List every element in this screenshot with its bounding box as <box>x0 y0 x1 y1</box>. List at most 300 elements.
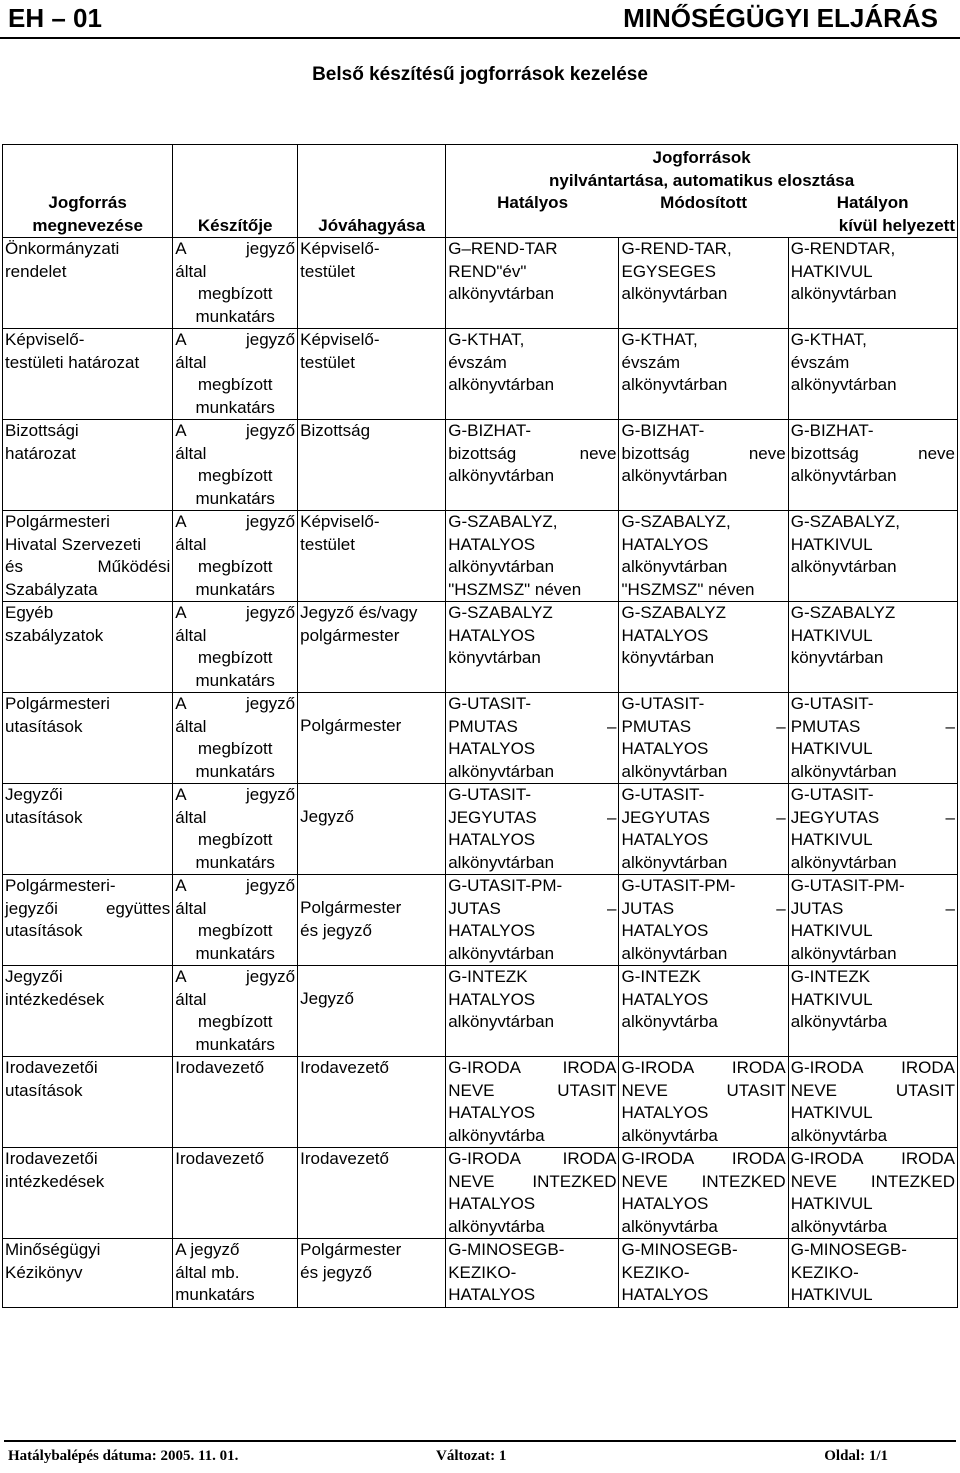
cell-line: megbízott <box>197 284 273 303</box>
cell-line: Egyéb <box>5 603 54 622</box>
cell-line: által <box>175 261 207 281</box>
cell-line: G-BIZHAT- <box>448 421 532 440</box>
cell-invalid <box>788 238 957 329</box>
cell-line: HATALYOS <box>621 625 709 645</box>
cell-line: alkönyvtárban <box>790 761 897 781</box>
cell-line: alkönyvtárban <box>621 852 728 872</box>
cell-line: G-IRODA IRODA <box>448 1149 617 1168</box>
cell-line: "HSZMSZ" néven <box>621 579 755 599</box>
cell-line: Bizottság <box>300 421 371 440</box>
cell-line: JEGYUTAS – <box>790 807 955 827</box>
cell-author <box>173 329 298 420</box>
cell-line: HATALYOS <box>448 1194 536 1213</box>
cell-approver <box>298 966 446 1057</box>
cell-valid <box>446 784 619 875</box>
cell-line: G-SZABALYZ, <box>448 512 558 531</box>
cell-modified <box>619 784 788 875</box>
cell-line: utasítások <box>5 716 83 736</box>
cell-line: Irodavezető <box>300 1058 389 1077</box>
cell-line: alkönyvtárban <box>790 557 897 576</box>
footer-divider <box>4 1440 956 1442</box>
cell-line: NEVE UTASIT <box>790 1080 955 1100</box>
cell-line: alkönyvtárban <box>790 466 897 485</box>
cell-valid <box>446 329 619 420</box>
cell-line: PMUTAS – <box>448 716 617 736</box>
cell-modified <box>619 1057 788 1148</box>
cell-modified <box>619 420 788 511</box>
cell-line: Polgármesteri <box>5 694 110 713</box>
cell-line: G-IRODA IRODA <box>790 1058 955 1077</box>
cell-approver <box>298 875 446 966</box>
cell-line: szabályzatok <box>5 625 104 645</box>
cell-invalid <box>788 511 957 602</box>
cell-line: könyvtárban <box>448 648 541 667</box>
document-code: EH – 01 <box>8 3 102 33</box>
cell-line: alkönyvtárban <box>790 852 897 872</box>
cell-modified <box>619 329 788 420</box>
cell-line: KEZIKO- <box>621 1262 690 1282</box>
cell-line: alkönyvtárban <box>790 375 897 394</box>
table-header-row <box>3 145 958 193</box>
cell-line: Polgármesteri <box>5 512 110 531</box>
cell-line: testület <box>300 352 355 372</box>
cell-line: és jegyző <box>300 920 372 940</box>
cell-line: Képviselő- <box>5 330 85 349</box>
table-body <box>3 238 958 1308</box>
cell-line: munkatárs <box>195 852 275 872</box>
jogforras-table <box>2 144 958 1308</box>
cell-line: HATKIVUL <box>790 921 873 940</box>
cell-line: NEVE INTEZKED <box>621 1171 786 1191</box>
cell-line: Képviselő- <box>300 239 380 258</box>
cell-line: EGYSEGES <box>621 261 716 281</box>
cell-line: HATALYOS <box>621 534 709 554</box>
cell-line: intézkedések <box>5 1171 105 1191</box>
cell-line: HATALYOS <box>621 1194 709 1213</box>
cell-line: HATALYOS <box>621 739 709 758</box>
cell-line: munkatárs <box>195 943 275 963</box>
cell-approver <box>298 1148 446 1239</box>
cell-author <box>173 238 298 329</box>
cell-line: alkönyvtárban <box>790 943 897 963</box>
cell-line: Önkormányzati <box>5 239 120 258</box>
cell-line: HATALYOS <box>621 989 709 1009</box>
cell-line: HATALYOS <box>448 1103 536 1122</box>
cell-line: HATKIVUL <box>790 830 873 849</box>
cell-line: Polgármester <box>300 1240 402 1259</box>
cell-line: megbízott <box>197 830 273 849</box>
page-title: Belső készítésű jogforrások kezelése <box>312 64 648 85</box>
cell-line: NEVE UTASIT <box>621 1080 786 1100</box>
cell-line: G-BIZHAT- <box>621 421 705 440</box>
cell-invalid <box>788 602 957 693</box>
cell-approver <box>298 784 446 875</box>
cell-author <box>173 602 298 693</box>
table-row <box>3 329 958 420</box>
cell-approver <box>298 238 446 329</box>
cell-approver <box>298 1239 446 1308</box>
cell-line: G-UTASIT- <box>621 785 705 804</box>
cell-name <box>3 602 173 693</box>
cell-line: utasítások <box>5 1080 83 1100</box>
header-invalid: Hatályon kívül helyezett <box>788 192 957 238</box>
cell-line: alkönyvtárba <box>790 1125 888 1145</box>
cell-line: által <box>175 989 207 1009</box>
cell-line: KEZIKO- <box>790 1262 859 1282</box>
cell-approver <box>298 602 446 693</box>
cell-valid <box>446 1148 619 1239</box>
cell-invalid <box>788 420 957 511</box>
cell-name <box>3 966 173 1057</box>
cell-line: HATKIVUL <box>790 625 873 645</box>
cell-valid <box>446 238 619 329</box>
cell-invalid <box>788 784 957 875</box>
cell-line: G-SZABALYZ <box>790 603 896 622</box>
cell-line: munkatárs <box>195 1034 275 1054</box>
cell-line: HATALYOS <box>448 534 536 554</box>
cell-name <box>3 875 173 966</box>
cell-line: G-IRODA IRODA <box>621 1149 786 1168</box>
cell-line: G-BIZHAT- <box>790 421 874 440</box>
cell-line: megbízott <box>197 739 273 758</box>
document-type: MINŐSÉGÜGYI ELJÁRÁS <box>623 3 938 33</box>
table-row <box>3 693 958 784</box>
cell-line: G–REND-TAR <box>448 239 558 258</box>
cell-line: bizottság neve <box>621 443 786 463</box>
cell-line: A jegyző <box>175 967 296 986</box>
cell-line: megbízott <box>197 1012 273 1031</box>
cell-modified <box>619 1148 788 1239</box>
cell-valid <box>446 602 619 693</box>
cell-name <box>3 1148 173 1239</box>
cell-author <box>173 1148 298 1239</box>
cell-line: G-KTHAT, <box>448 330 525 349</box>
cell-line: munkatárs <box>195 761 275 781</box>
cell-modified <box>619 238 788 329</box>
header-author: Készítője <box>173 145 298 238</box>
cell-modified <box>619 693 788 784</box>
header-approver: Jóváhagyása <box>298 145 446 238</box>
cell-line: munkatárs <box>195 488 275 508</box>
cell-line: Polgármester <box>300 716 402 735</box>
cell-line: alkönyvtárba <box>448 1216 545 1236</box>
cell-line: alkönyvtárban <box>790 284 897 303</box>
cell-line: G-SZABALYZ <box>448 603 553 622</box>
cell-line: G-UTASIT-PM- <box>621 876 736 895</box>
cell-line: A jegyző <box>175 421 296 440</box>
cell-valid <box>446 693 619 784</box>
cell-line: REND"év" <box>448 261 527 281</box>
cell-line: által <box>175 807 207 827</box>
cell-invalid <box>788 693 957 784</box>
cell-line: JEGYUTAS – <box>448 807 617 827</box>
cell-line: jegyzői együttes <box>5 898 171 918</box>
cell-modified <box>619 602 788 693</box>
cell-line: HATALYOS <box>448 1285 536 1304</box>
cell-line: G-INTEZK <box>790 967 871 986</box>
cell-approver <box>298 511 446 602</box>
cell-line: G-IRODA IRODA <box>621 1058 786 1077</box>
cell-valid <box>446 420 619 511</box>
cell-line: Irodavezető <box>175 1149 265 1168</box>
cell-invalid <box>788 1057 957 1148</box>
cell-line: testület <box>300 534 355 554</box>
cell-line: A jegyző <box>175 512 296 531</box>
cell-line: HATKIVUL <box>790 1103 873 1122</box>
cell-name <box>3 693 173 784</box>
effective-date: Hatálybalépés dátuma: 2005. 11. 01. <box>8 1448 239 1464</box>
cell-line: HATALYOS <box>448 989 536 1009</box>
cell-line: testületi határozat <box>5 352 140 372</box>
cell-line: alkönyvtárba <box>621 1216 718 1236</box>
cell-line: munkatárs <box>195 397 275 417</box>
cell-line: alkönyvtárban <box>448 466 555 485</box>
cell-line: A jegyző <box>175 694 296 713</box>
cell-name <box>3 1057 173 1148</box>
cell-line: G-IRODA IRODA <box>790 1149 955 1168</box>
cell-line: KEZIKO- <box>448 1262 517 1282</box>
cell-line: alkönyvtárban <box>448 761 555 781</box>
cell-line: által <box>175 352 207 372</box>
cell-line: Minőségügyi <box>5 1240 101 1259</box>
page-number: Oldal: 1/1 <box>824 1448 888 1464</box>
header-modified: Módosított <box>619 192 788 238</box>
cell-line: G-UTASIT- <box>790 694 874 713</box>
cell-author <box>173 693 298 784</box>
cell-invalid <box>788 1148 957 1239</box>
cell-line: JUTAS – <box>448 898 617 918</box>
cell-line: HATALYOS <box>621 921 709 940</box>
cell-author <box>173 966 298 1057</box>
cell-line: Irodavezető <box>300 1149 389 1168</box>
cell-line: Bizottsági <box>5 421 79 440</box>
cell-line: A jegyző <box>175 1240 240 1259</box>
cell-line: Polgármester <box>300 898 402 917</box>
cell-line: A jegyző <box>175 603 296 622</box>
cell-line: alkönyvtárba <box>790 1012 888 1031</box>
cell-modified <box>619 966 788 1057</box>
cell-line: HATKIVUL <box>790 1285 873 1304</box>
cell-line: megbízott <box>197 557 273 576</box>
cell-line: által <box>175 716 207 736</box>
cell-line: könyvtárban <box>621 648 715 667</box>
cell-line: alkönyvtárba <box>790 1216 888 1236</box>
cell-line: rendelet <box>5 261 67 281</box>
cell-line: G-INTEZK <box>448 967 528 986</box>
cell-approver <box>298 1057 446 1148</box>
cell-author <box>173 420 298 511</box>
cell-line: által <box>175 625 207 645</box>
table-row <box>3 784 958 875</box>
cell-line: Jegyző <box>300 989 355 1008</box>
cell-line: által <box>175 534 207 554</box>
cell-line: A jegyző <box>175 330 296 349</box>
table-row <box>3 1057 958 1148</box>
cell-line: G-SZABALYZ, <box>790 512 900 531</box>
cell-modified <box>619 1239 788 1308</box>
cell-line: NEVE INTEZKED <box>448 1171 617 1191</box>
cell-line: alkönyvtárban <box>448 943 555 963</box>
cell-author <box>173 511 298 602</box>
page-header <box>0 0 960 38</box>
cell-line: G-UTASIT-PM- <box>790 876 905 895</box>
cell-line: NEVE UTASIT <box>448 1080 617 1100</box>
table-row <box>3 602 958 693</box>
cell-line: utasítások <box>5 921 83 940</box>
cell-line: G-UTASIT- <box>621 694 705 713</box>
table-row <box>3 966 958 1057</box>
cell-line: évszám <box>448 352 507 372</box>
cell-valid <box>446 511 619 602</box>
cell-name <box>3 784 173 875</box>
cell-line: PMUTAS – <box>621 716 786 736</box>
cell-line: alkönyvtárban <box>448 557 555 576</box>
cell-line: G-SZABALYZ, <box>621 512 731 531</box>
cell-line: G-MINOSEGB- <box>790 1240 907 1259</box>
cell-line: G-UTASIT- <box>790 785 874 804</box>
cell-line: Irodavezető <box>175 1058 265 1077</box>
cell-line: A jegyző <box>175 876 296 895</box>
cell-line: alkönyvtárban <box>621 375 728 394</box>
cell-line: Jegyző és/vagy <box>300 603 418 622</box>
cell-line: által mb. <box>175 1262 240 1282</box>
cell-line: HATALYOS <box>621 1103 709 1122</box>
cell-line: JUTAS – <box>790 898 955 918</box>
cell-line: G-MINOSEGB- <box>621 1240 738 1259</box>
cell-name <box>3 329 173 420</box>
cell-line: G-UTASIT-PM- <box>448 876 563 895</box>
table-row <box>3 875 958 966</box>
cell-line: PMUTAS – <box>790 716 955 736</box>
cell-line: munkatárs <box>175 1285 255 1304</box>
cell-line: alkönyvtárban <box>448 284 555 303</box>
page-footer <box>8 1448 952 1468</box>
cell-line: HATALYOS <box>448 921 536 940</box>
cell-valid <box>446 966 619 1057</box>
cell-line: alkönyvtárban <box>621 943 728 963</box>
cell-line: Polgármesteri- <box>5 876 116 895</box>
cell-line: G-MINOSEGB- <box>448 1240 565 1259</box>
cell-line: HATKIVUL <box>790 261 873 281</box>
cell-invalid <box>788 329 957 420</box>
cell-line: határozat <box>5 443 76 463</box>
cell-author <box>173 1057 298 1148</box>
cell-line: HATKIVUL <box>790 534 873 554</box>
table-row <box>3 1239 958 1308</box>
cell-line: által <box>175 898 207 918</box>
cell-line: alkönyvtárba <box>621 1125 718 1145</box>
cell-line: A jegyző <box>175 785 296 804</box>
cell-line: G-UTASIT- <box>448 694 532 713</box>
cell-line: HATKIVUL <box>790 739 873 758</box>
cell-line: JEGYUTAS – <box>621 807 786 827</box>
cell-line: megbízott <box>197 466 273 485</box>
cell-line: Képviselő- <box>300 330 380 349</box>
cell-line: G-SZABALYZ <box>621 603 727 622</box>
cell-line: és jegyző <box>300 1262 372 1282</box>
cell-name <box>3 511 173 602</box>
cell-valid <box>446 1239 619 1308</box>
cell-line: Irodavezetői <box>5 1149 98 1168</box>
cell-line: alkönyvtárban <box>621 761 728 781</box>
table-row <box>3 420 958 511</box>
cell-line: polgármester <box>300 625 400 645</box>
cell-line: évszám <box>621 352 681 372</box>
table-row <box>3 238 958 329</box>
cell-line: alkönyvtárba <box>621 1012 718 1031</box>
cell-valid <box>446 875 619 966</box>
cell-line: Jegyzői <box>5 967 63 986</box>
cell-name <box>3 420 173 511</box>
version: Változat: 1 <box>436 1448 507 1464</box>
cell-line: alkönyvtárban <box>621 557 728 576</box>
cell-line: G-IRODA IRODA <box>448 1058 617 1077</box>
cell-line: megbízott <box>197 648 273 667</box>
header-group: Jogforrások nyilvántartása, automatikus elosztása <box>446 145 958 193</box>
cell-line: bizottság neve <box>448 443 617 463</box>
cell-approver <box>298 693 446 784</box>
cell-line: munkatárs <box>195 579 275 599</box>
cell-author <box>173 784 298 875</box>
header-valid: Hatályos <box>446 192 619 238</box>
cell-line: munkatárs <box>195 670 275 690</box>
cell-line: bizottság neve <box>790 443 955 463</box>
cell-line: és Működési <box>5 557 171 576</box>
cell-line: G-REND-TAR, <box>621 239 732 258</box>
cell-line: könyvtárban <box>790 648 884 667</box>
cell-line: Jegyző <box>300 807 355 826</box>
cell-line: G-RENDTAR, <box>790 239 896 258</box>
cell-line: HATALYOS <box>448 625 536 645</box>
cell-line: HATALYOS <box>448 830 536 849</box>
header-name: Jogforrás megnevezése <box>3 145 173 238</box>
cell-author <box>173 875 298 966</box>
cell-approver <box>298 329 446 420</box>
cell-line: megbízott <box>197 375 273 394</box>
cell-approver <box>298 420 446 511</box>
header-divider <box>0 37 960 39</box>
cell-line: G-KTHAT, <box>790 330 867 349</box>
cell-line: Szabályzata <box>5 579 98 599</box>
cell-line: G-INTEZK <box>621 967 701 986</box>
cell-line: testület <box>300 261 355 281</box>
cell-line: JUTAS – <box>621 898 786 918</box>
cell-author <box>173 1239 298 1308</box>
cell-invalid <box>788 875 957 966</box>
cell-modified <box>619 875 788 966</box>
cell-line: alkönyvtárban <box>621 466 728 485</box>
cell-line: intézkedések <box>5 989 105 1009</box>
cell-line: Hivatal Szervezeti <box>5 534 142 554</box>
cell-line: alkönyvtárban <box>448 852 555 872</box>
cell-invalid <box>788 1239 957 1308</box>
cell-line: Kézikönyv <box>5 1262 83 1282</box>
cell-line: A jegyző <box>175 239 296 258</box>
cell-name <box>3 1239 173 1308</box>
cell-line: Irodavezetői <box>5 1058 98 1077</box>
cell-line: megbízott <box>197 921 273 940</box>
cell-line: HATALYOS <box>621 1285 709 1304</box>
cell-line: utasítások <box>5 807 83 827</box>
cell-modified <box>619 511 788 602</box>
cell-line: Jegyzői <box>5 785 63 804</box>
cell-valid <box>446 1057 619 1148</box>
cell-line: HATALYOS <box>621 830 709 849</box>
cell-line: G-KTHAT, <box>621 330 698 349</box>
cell-line: alkönyvtárban <box>448 375 555 394</box>
cell-line: HATALYOS <box>448 739 536 758</box>
cell-line: alkönyvtárba <box>448 1125 545 1145</box>
